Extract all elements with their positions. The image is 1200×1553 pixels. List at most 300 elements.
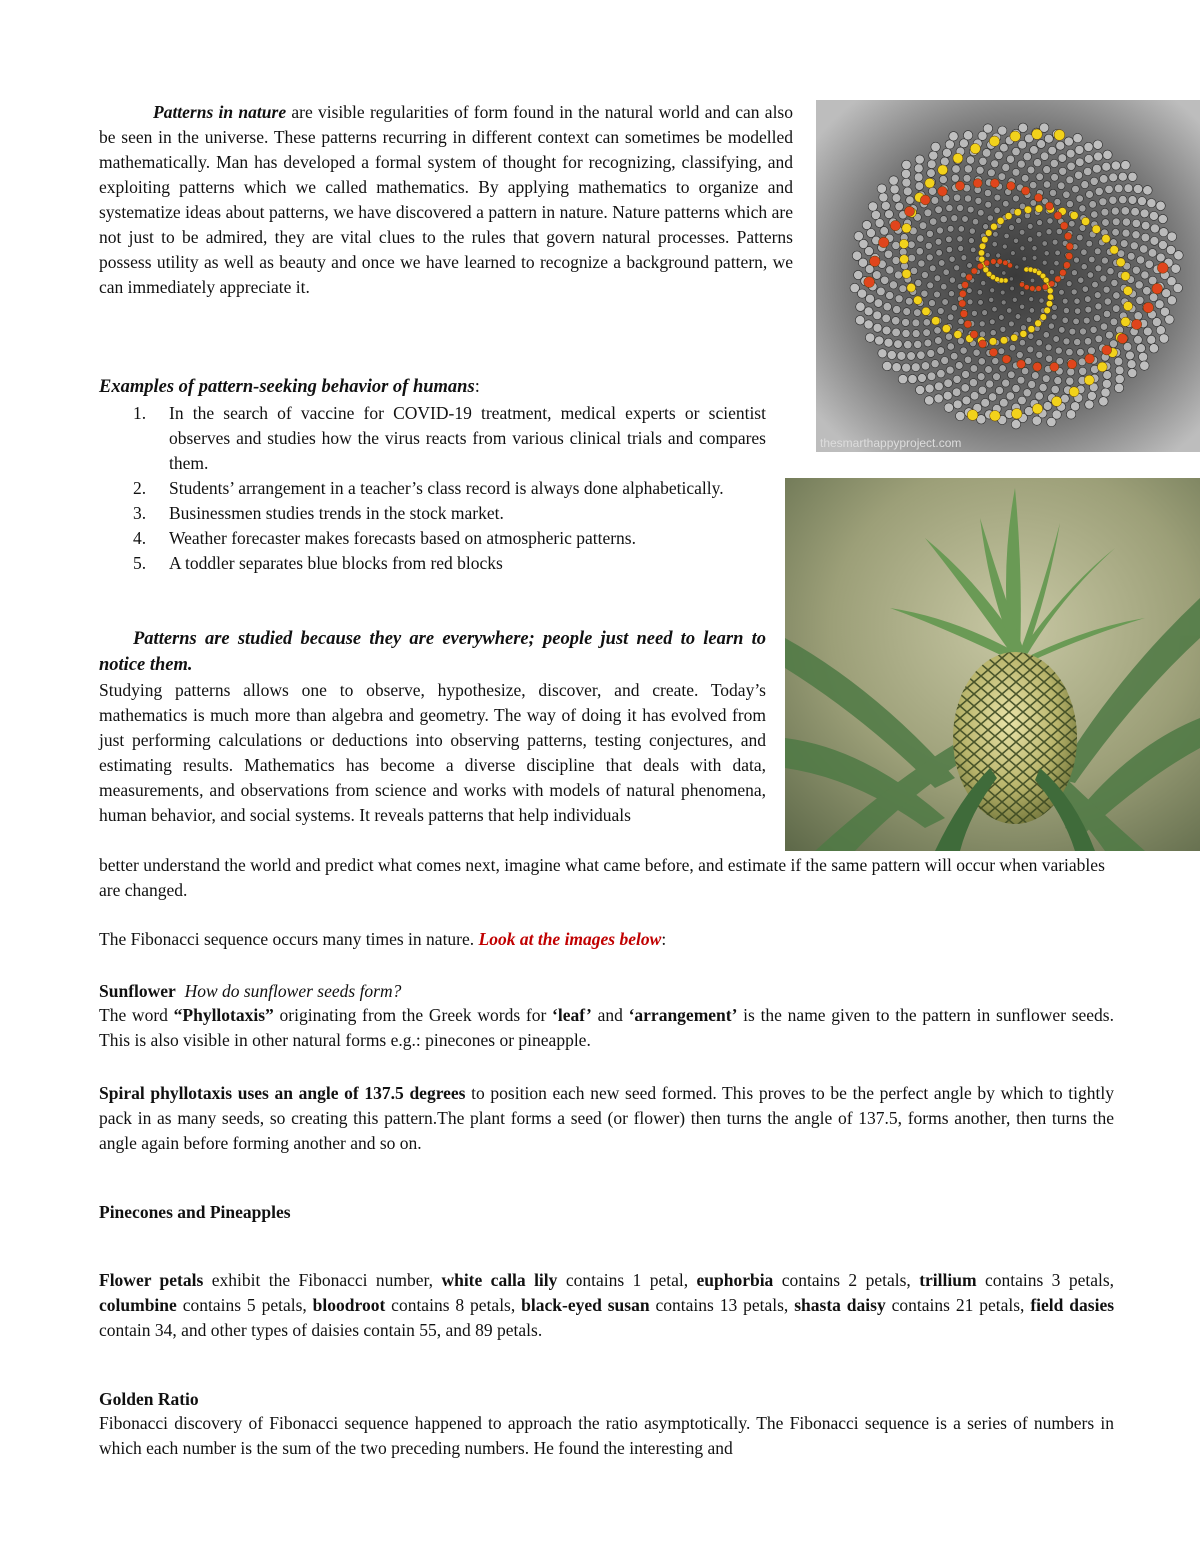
seed	[914, 309, 922, 317]
seed	[927, 372, 936, 381]
seed	[1148, 249, 1157, 258]
seed	[970, 392, 979, 401]
seed	[1027, 223, 1033, 229]
seed	[931, 360, 939, 368]
seed	[902, 318, 910, 326]
seed	[1109, 196, 1117, 204]
highlight-seed	[1024, 285, 1029, 290]
seed	[1159, 228, 1168, 237]
seed	[928, 187, 936, 195]
seed	[926, 230, 933, 237]
seed	[1045, 344, 1052, 351]
seed	[1032, 372, 1040, 380]
seed	[935, 337, 943, 345]
golden-heading: Golden Ratio	[99, 1389, 199, 1409]
highlight-seed	[973, 179, 982, 188]
seed	[1134, 312, 1142, 320]
seed	[1112, 218, 1120, 226]
highlight-seed	[991, 223, 998, 230]
highlight-seed	[1032, 129, 1043, 140]
studied-heading: Patterns are studied because they are everywhere; people just need to learn to notice them.	[99, 629, 766, 675]
seed	[1036, 231, 1042, 237]
highlight-seed	[1034, 194, 1042, 202]
highlight-seed	[953, 153, 963, 163]
highlight-seed	[1030, 286, 1035, 291]
seed	[1027, 166, 1035, 174]
seed	[1118, 172, 1127, 181]
seed	[1012, 384, 1020, 392]
seed	[1084, 155, 1093, 164]
seed	[935, 382, 944, 391]
seed	[986, 380, 994, 388]
seed	[952, 165, 960, 173]
seed	[1103, 371, 1112, 380]
seed	[1055, 347, 1062, 354]
seed	[999, 315, 1005, 321]
highlight-seed	[1020, 330, 1027, 337]
seed	[1093, 140, 1102, 149]
seed	[892, 194, 901, 203]
fibonacci-line	[99, 927, 1119, 952]
seed	[1032, 246, 1037, 251]
seed	[966, 156, 974, 164]
seed	[1013, 195, 1020, 202]
seed	[1099, 198, 1107, 206]
seed	[1074, 257, 1080, 263]
seed	[892, 328, 901, 337]
seed	[1094, 152, 1103, 161]
seed	[897, 352, 906, 361]
seed	[1033, 159, 1041, 167]
seed	[915, 155, 924, 164]
seed	[906, 196, 914, 204]
highlight-seed	[1047, 294, 1053, 300]
seed	[892, 257, 900, 265]
seed	[1147, 335, 1156, 344]
seed	[865, 333, 874, 342]
seed	[1103, 310, 1110, 317]
seed	[977, 290, 982, 295]
seed	[877, 184, 886, 193]
highlight-seed	[1036, 286, 1042, 292]
seed	[899, 285, 907, 293]
seed	[866, 294, 875, 303]
seed	[904, 341, 912, 349]
seed	[1039, 298, 1044, 303]
seed	[937, 308, 944, 315]
highlight-seed	[1020, 282, 1025, 287]
highlight-seed	[979, 340, 987, 348]
seed	[953, 400, 962, 409]
seed	[985, 366, 993, 374]
seed	[951, 215, 958, 222]
highlight-seed	[1085, 354, 1095, 364]
seed	[1054, 377, 1062, 385]
highlight-seed	[979, 243, 985, 249]
seed	[856, 302, 865, 311]
seed	[1008, 371, 1016, 379]
seed	[1017, 376, 1025, 384]
seed	[916, 248, 923, 255]
seed	[1091, 211, 1098, 218]
pinecones-heading: Pinecones and Pineapples	[99, 1202, 291, 1222]
seed	[1023, 389, 1031, 397]
seed	[1094, 315, 1101, 322]
seed	[1111, 161, 1120, 170]
highlight-seed	[922, 307, 930, 315]
seed	[1115, 375, 1124, 384]
seed	[1002, 379, 1010, 387]
seed	[1025, 357, 1032, 364]
seed	[1078, 277, 1084, 283]
seed	[1049, 189, 1056, 196]
seed	[1086, 191, 1094, 199]
highlight-seed	[1010, 131, 1021, 142]
highlight-seed	[989, 348, 997, 356]
seed	[1156, 326, 1165, 335]
seed	[1015, 314, 1021, 320]
seed	[1030, 181, 1037, 188]
intro-lead: Patterns in nature	[153, 102, 287, 122]
seed	[1159, 334, 1168, 343]
seed	[1017, 160, 1025, 168]
seed	[902, 363, 911, 372]
highlight-seed	[900, 255, 909, 264]
seed	[938, 260, 945, 267]
seed	[1073, 318, 1080, 325]
seed	[1149, 344, 1158, 353]
list-item: 4. Weather forecaster makes forecasts based on atmospheric patterns.	[133, 528, 636, 548]
seed	[944, 403, 953, 412]
seed	[1111, 207, 1119, 215]
intro-text: are visible regularities of form found in the natural world and can also be seen in the universe. These patterns recurring in different context can sometimes be modelled mathematically. Man has developed a formal system of thought for recognizing, classifying, and exploiting patterns which we called mathematics. By applying mathematics to organize and systematize ideas about patterns, we have discovered a pattern in nature. Nature patterns which are not just to be admired, they are vital clues to the rules that govern natural processes. Patterns possess utility as well as beauty and once we have learned to recognize a background pattern, we can immediately appreciate it.	[99, 102, 793, 297]
seed	[1000, 290, 1005, 295]
seed	[873, 323, 882, 332]
seed	[1076, 195, 1083, 202]
seed	[992, 307, 997, 312]
seed	[864, 307, 873, 316]
seed	[1152, 318, 1161, 327]
seed	[1124, 184, 1133, 193]
seed	[921, 272, 928, 279]
seed	[890, 185, 899, 194]
seed	[934, 327, 941, 334]
highlight-seed	[1121, 272, 1130, 281]
seed	[1042, 375, 1050, 383]
seed	[1077, 348, 1085, 356]
highlight-seed	[960, 310, 967, 317]
seed	[964, 195, 971, 202]
highlight-seed	[997, 259, 1002, 264]
seed	[934, 291, 941, 298]
highlight-seed	[1033, 362, 1042, 371]
seed	[950, 352, 958, 360]
highlight-seed	[962, 282, 969, 289]
seed	[992, 242, 997, 247]
sunflower-illustration	[816, 100, 1200, 452]
seed	[1137, 256, 1145, 264]
highlight-seed	[1157, 263, 1168, 274]
seed	[1165, 315, 1174, 324]
seed	[1085, 306, 1092, 313]
highlight-seed	[990, 411, 1001, 422]
seed	[912, 330, 920, 338]
seed	[1043, 332, 1049, 338]
seed	[1141, 221, 1150, 230]
seed	[1149, 293, 1158, 302]
seed	[903, 187, 912, 196]
seed	[1104, 298, 1111, 305]
seed	[967, 299, 973, 305]
seed	[953, 194, 960, 201]
seed	[1066, 149, 1075, 158]
seed	[988, 169, 996, 177]
seed	[1103, 150, 1112, 159]
seed	[1111, 279, 1118, 286]
highlight-seed	[907, 283, 916, 292]
seed	[1063, 191, 1070, 198]
seed	[1022, 256, 1027, 261]
seed	[989, 319, 995, 325]
highlight-seed	[1047, 288, 1053, 294]
seed	[1082, 286, 1088, 292]
seed	[1087, 392, 1096, 401]
seed	[1121, 207, 1129, 215]
seed	[1174, 251, 1183, 260]
highlight-seed	[1032, 404, 1042, 414]
seed	[1132, 219, 1140, 227]
highlight-seed	[1052, 396, 1062, 406]
seed	[1127, 252, 1135, 260]
seed	[1092, 281, 1099, 288]
seed	[1173, 283, 1182, 292]
seed	[902, 160, 911, 169]
seed	[1021, 325, 1027, 331]
seed	[957, 205, 964, 212]
highlight-seed	[959, 300, 966, 307]
seed	[912, 319, 920, 327]
seed	[982, 310, 988, 316]
highlight-seed	[1000, 337, 1007, 344]
seed	[914, 164, 923, 173]
seed	[940, 157, 949, 166]
seed	[954, 265, 960, 271]
seed	[1099, 175, 1108, 184]
seed	[964, 165, 972, 173]
seed	[885, 210, 894, 219]
seed	[1018, 396, 1027, 405]
seed	[921, 362, 929, 370]
examples-heading-suffix: :	[474, 377, 480, 397]
highlight-seed	[1017, 360, 1026, 369]
seed	[995, 151, 1003, 159]
seed	[946, 366, 954, 374]
seed	[927, 282, 934, 289]
seed	[951, 305, 957, 311]
highlight-seed	[984, 260, 990, 266]
seed	[923, 319, 930, 326]
seed	[947, 225, 954, 232]
seed	[850, 283, 859, 292]
seed	[1009, 277, 1013, 281]
seed	[1084, 142, 1093, 151]
seed	[1015, 265, 1019, 269]
seed	[854, 232, 863, 241]
highlight-seed	[990, 179, 999, 188]
seed	[1040, 152, 1048, 160]
highlight-seed	[1005, 213, 1012, 220]
seed	[1056, 141, 1065, 150]
seed	[1090, 177, 1098, 185]
seed	[881, 276, 889, 284]
highlight-seed	[870, 256, 881, 267]
seed	[1167, 232, 1176, 241]
seed	[924, 209, 932, 217]
highlight-seed	[982, 236, 989, 243]
seed	[935, 206, 943, 214]
seed	[942, 299, 949, 306]
seed	[923, 329, 931, 337]
seed	[952, 388, 961, 397]
seed	[929, 300, 936, 307]
seed	[967, 288, 973, 294]
seed	[1084, 338, 1091, 345]
seed	[1112, 229, 1120, 237]
seed	[915, 182, 924, 191]
seed	[1064, 137, 1073, 146]
seed	[918, 260, 925, 267]
list-item: 5. A toddler separates blue blocks from red blocks	[133, 553, 503, 573]
seed	[908, 374, 917, 383]
seed	[1066, 281, 1072, 287]
seed	[936, 249, 943, 256]
seed	[931, 142, 940, 151]
seed	[1048, 323, 1054, 329]
highlight-seed	[1123, 302, 1132, 311]
seed	[1143, 186, 1152, 195]
seed	[1106, 331, 1114, 339]
seed	[1077, 234, 1084, 241]
seed	[955, 362, 963, 370]
seed	[1133, 184, 1142, 193]
highlight-seed	[905, 206, 915, 216]
seed	[1110, 340, 1118, 348]
seed	[964, 356, 971, 363]
seed	[1035, 392, 1043, 400]
seed	[951, 174, 959, 182]
seed	[1063, 338, 1070, 345]
seed	[1158, 241, 1167, 250]
seed	[1066, 377, 1074, 385]
seed	[1167, 296, 1176, 305]
watermark-text: thesmarthappyproject.com	[820, 436, 962, 450]
highlight-seed	[1021, 187, 1029, 195]
highlight-seed	[991, 259, 997, 265]
sunflower-title: Sunflower	[99, 981, 176, 1001]
highlight-seed	[1143, 302, 1153, 312]
seed	[905, 298, 913, 306]
seed	[1079, 367, 1087, 375]
seed	[1049, 270, 1054, 275]
seed	[1020, 246, 1025, 251]
seed	[1141, 271, 1149, 279]
seed	[1074, 298, 1080, 304]
seed	[993, 373, 1001, 381]
seed	[1101, 388, 1110, 397]
seed	[1171, 264, 1180, 273]
list-item: 1. In the search of vaccine for COVID-19 treatment, medical experts or scientist observes and studies how the virus reacts from various clinical trials and compares them.	[133, 403, 766, 473]
seed	[1127, 360, 1136, 369]
seed	[1073, 133, 1082, 142]
seed	[978, 386, 986, 394]
seed	[1074, 339, 1081, 346]
petals-paragraph: Flower petals exhibit the Fibonacci number, white calla lily contains 1 petal, euphorbia contains 2 petals, trillium contains 3 petals, columbine contains 5 petals, bloodroot contains 8 petals, black-eyed susan contains 13 petals, shasta daisy contains 21 petals, field dasies contain 34, and other types of daisies contain 55, and 89 petals.	[99, 1270, 1115, 1340]
seed	[982, 149, 991, 158]
highlight-seed	[932, 317, 940, 325]
seed	[1156, 253, 1165, 262]
seed	[988, 393, 996, 401]
highlight-seed	[1064, 233, 1071, 240]
seed	[1018, 123, 1027, 132]
seed	[1093, 164, 1102, 173]
seed	[1114, 357, 1123, 366]
seed	[1075, 145, 1084, 154]
seed	[1136, 296, 1144, 304]
seed	[996, 253, 1001, 258]
seed	[1135, 281, 1143, 289]
seed	[895, 202, 904, 211]
seed	[1011, 420, 1020, 429]
seed	[1067, 162, 1075, 170]
seed	[873, 271, 882, 280]
seed	[1006, 392, 1014, 400]
seed	[917, 235, 924, 242]
seed	[978, 210, 985, 217]
seed	[979, 321, 985, 327]
seed	[1069, 328, 1076, 335]
seed	[985, 201, 992, 208]
seed	[969, 379, 977, 387]
seed	[1085, 296, 1092, 303]
seed	[978, 300, 984, 306]
seed	[1032, 416, 1041, 425]
seed	[925, 384, 934, 393]
seed	[1051, 385, 1059, 393]
highlight-seed	[925, 178, 935, 188]
seed	[1099, 397, 1108, 406]
seed	[1027, 346, 1034, 353]
phyllotaxis-paragraph: The word “Phyllotaxis” originating from the Greek words for ‘leaf’ and ‘arrangement’ is the name given to the pattern in sunflower seeds. This is also visible in other natural forms e.g.: pinecones or pineapple.	[99, 1005, 1114, 1050]
seed	[1128, 368, 1137, 377]
seed	[1032, 256, 1037, 261]
seed	[981, 398, 990, 407]
highlight-seed	[1008, 263, 1013, 268]
seed	[874, 299, 883, 308]
seed	[1085, 400, 1094, 409]
seed	[929, 151, 938, 160]
seed	[1011, 251, 1016, 256]
seed	[1044, 251, 1049, 256]
seed	[1027, 237, 1032, 242]
seed	[1019, 340, 1025, 346]
seed	[871, 210, 880, 219]
seed	[1110, 318, 1118, 326]
highlight-seed	[1066, 253, 1073, 260]
highlight-seed	[902, 269, 911, 278]
seed	[990, 288, 995, 293]
seed	[949, 132, 958, 141]
seed	[1000, 143, 1009, 152]
